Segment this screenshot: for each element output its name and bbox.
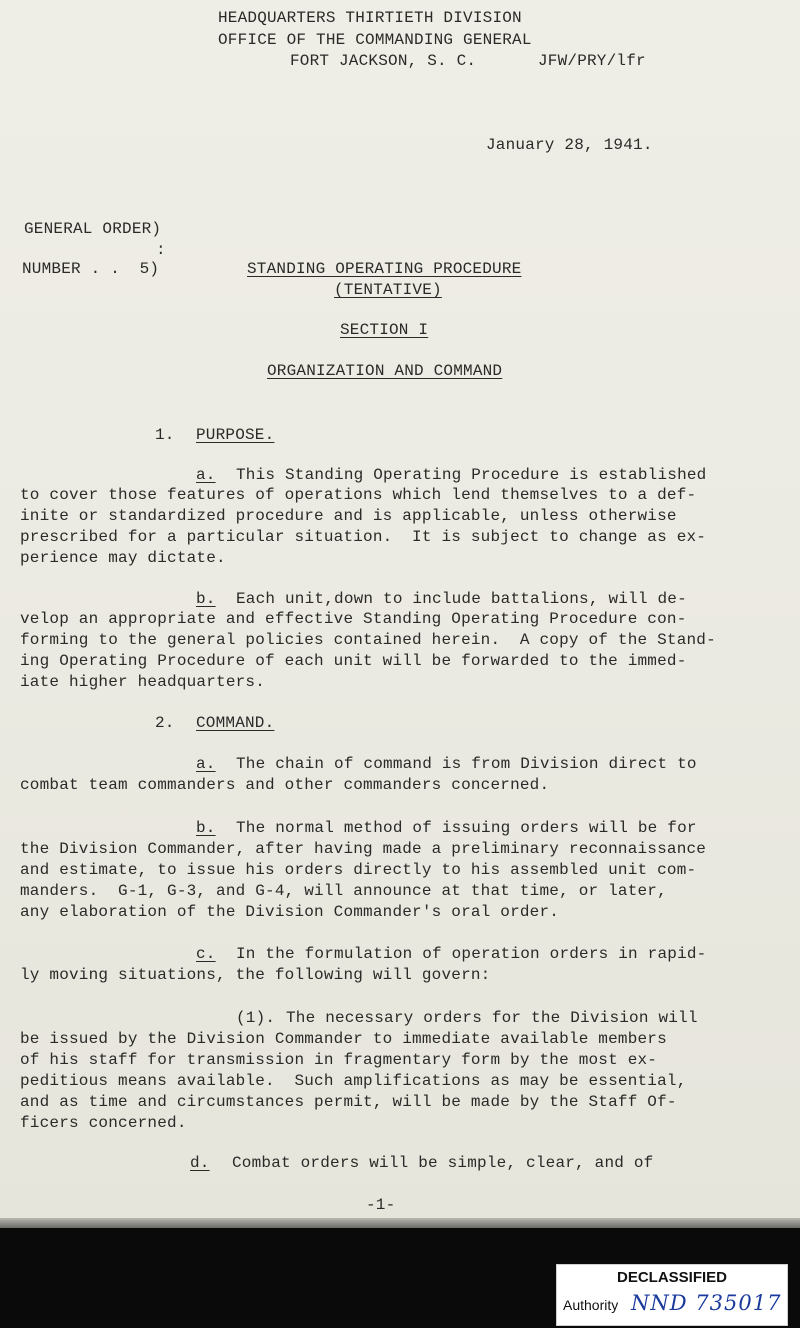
text-line: combat team commanders and other commanders concerned. (20, 776, 550, 794)
text-line: Combat orders will be simple, clear, and of (232, 1154, 654, 1172)
page-number: -1- (366, 1196, 396, 1214)
order-subtitle: (TENTATIVE) (334, 281, 442, 299)
subparagraph-marker: a. (196, 466, 216, 484)
header-line-2: OFFICE OF THE COMMANDING GENERAL (218, 31, 532, 49)
text-line: This Standing Operating Procedure is established (236, 466, 707, 484)
text-line: any elaboration of the Division Commander's oral order. (20, 903, 560, 921)
paper-edge (0, 1218, 800, 1228)
subparagraph-marker: b. (196, 590, 216, 608)
text-line: inite or standardized procedure and is applicable, unless otherwise (20, 507, 677, 525)
text-line: and as time and circumstances permit, will be made by the Staff Of- (20, 1093, 677, 1111)
order-number-label: NUMBER . . 5) (22, 260, 160, 278)
text-line: Each unit,down to include battalions, will de- (236, 590, 687, 608)
stamp-authority-value: NND 735017 (631, 1291, 782, 1315)
header-line-3: FORT JACKSON, S. C. (290, 52, 477, 70)
header-line-1: HEADQUARTERS THIRTIETH DIVISION (218, 9, 522, 27)
text-line: ing Operating Procedure of each unit will be forwarded to the immed- (20, 652, 687, 670)
subparagraph-marker: b. (196, 819, 216, 837)
order-title: STANDING OPERATING PROCEDURE (247, 260, 522, 278)
paragraph-1-number: 1. (155, 426, 175, 444)
stamp-title: DECLASSIFIED (616, 1269, 727, 1286)
text-line: to cover those features of operations which lend themselves to a def- (20, 486, 697, 504)
text-line: The normal method of issuing orders will be for (236, 819, 697, 837)
general-order-label: GENERAL ORDER) (24, 220, 162, 238)
section-heading: SECTION I (340, 321, 429, 339)
text-line: iate higher headquarters. (20, 673, 266, 691)
paragraph-2-heading: COMMAND. (196, 714, 275, 732)
text-line: The necessary orders for the Division will (286, 1009, 698, 1027)
text-line: forming to the general policies contained herein. A copy of the Stand- (20, 631, 716, 649)
paragraph-1-heading: PURPOSE. (196, 426, 275, 444)
text-line: of his staff for transmission in fragmentary form by the most ex- (20, 1051, 658, 1069)
text-line: manders. G-1, G-3, and G-4, will announce at that time, or later, (20, 882, 667, 900)
text-line: In the formulation of operation orders in rapid- (236, 945, 707, 963)
subparagraph-marker: c. (196, 945, 216, 963)
text-line: velop an appropriate and effective Standing Operating Procedure con- (20, 610, 687, 628)
stamp-authority-label: Authority (563, 1297, 619, 1313)
text-line: be issued by the Division Commander to immediate available members (20, 1030, 667, 1048)
declassified-stamp (556, 1264, 788, 1326)
text-line: and estimate, to issue his orders directly to his assembled unit com- (20, 861, 697, 879)
paragraph-2-number: 2. (155, 714, 175, 732)
text-line: perience may dictate. (20, 549, 226, 567)
reference-initials: JFW/PRY/lfr (538, 52, 646, 70)
text-line: The chain of command is from Division direct to (236, 755, 697, 773)
subparagraph-marker: d. (190, 1154, 210, 1172)
bracket-colon: : (156, 241, 166, 259)
subparagraph-marker: a. (196, 755, 216, 773)
document-date: January 28, 1941. (486, 136, 653, 154)
subparagraph-marker: (1). (236, 1009, 276, 1027)
section-title: ORGANIZATION AND COMMAND (267, 362, 503, 380)
text-line: the Division Commander, after having made a preliminary reconnaissance (20, 840, 707, 858)
text-line: ly moving situations, the following will govern: (20, 966, 491, 984)
text-line: prescribed for a particular situation. It is subject to change as ex- (20, 528, 707, 546)
text-line: peditious means available. Such amplifications as may be essential, (20, 1072, 687, 1090)
text-line: ficers concerned. (20, 1114, 187, 1132)
